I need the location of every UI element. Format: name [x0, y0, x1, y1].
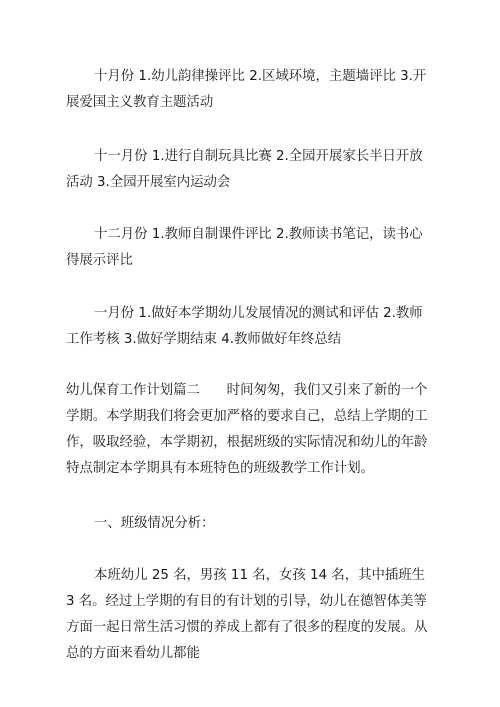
section-heading-class-analysis: 一、班级情况分析： — [94, 516, 215, 531]
paragraph-october: 十月份 1.幼儿韵律操评比 2.区域环境，主题墙评比 3.开展爱国主义教育主题活动 — [66, 69, 427, 110]
paragraph-january: 一月份 1.做好本学期幼儿发展情况的测试和评估 2.教师工作考核 3.做好学期结束 4.教师做好年终总结 — [66, 306, 423, 347]
paragraph-november: 十一月份 1.进行自制玩具比赛 2.全园开展家长半日开放活动 3.全园开展室内运动会 — [66, 149, 423, 190]
paragraph-class-analysis: 本班幼儿 25 名，男孩 11 名，女孩 14 名，其中插班生 3 名。经过上学期的有目的有计划的引导，幼儿在德智体美等方面一起日常生活习惯的养成上都有了很多的程度的发展。从总的方面来看幼儿都能 — [66, 568, 428, 661]
paragraph-december: 十二月份 1.教师自制课件评比 2.教师读书笔记，读书心得展示评比 — [66, 227, 423, 268]
paragraph-plan-intro: 幼儿保育工作计划篇二 时间匆匆，我们又引来了新的一个学期。本学期我们将会更加严格的要求自己，总结上学期的工作，吸取经验，本学期初，根据班级的实际情况和幼儿的年龄特点制定本学期具有本班特色的班级教学工作计划。 — [66, 383, 428, 476]
